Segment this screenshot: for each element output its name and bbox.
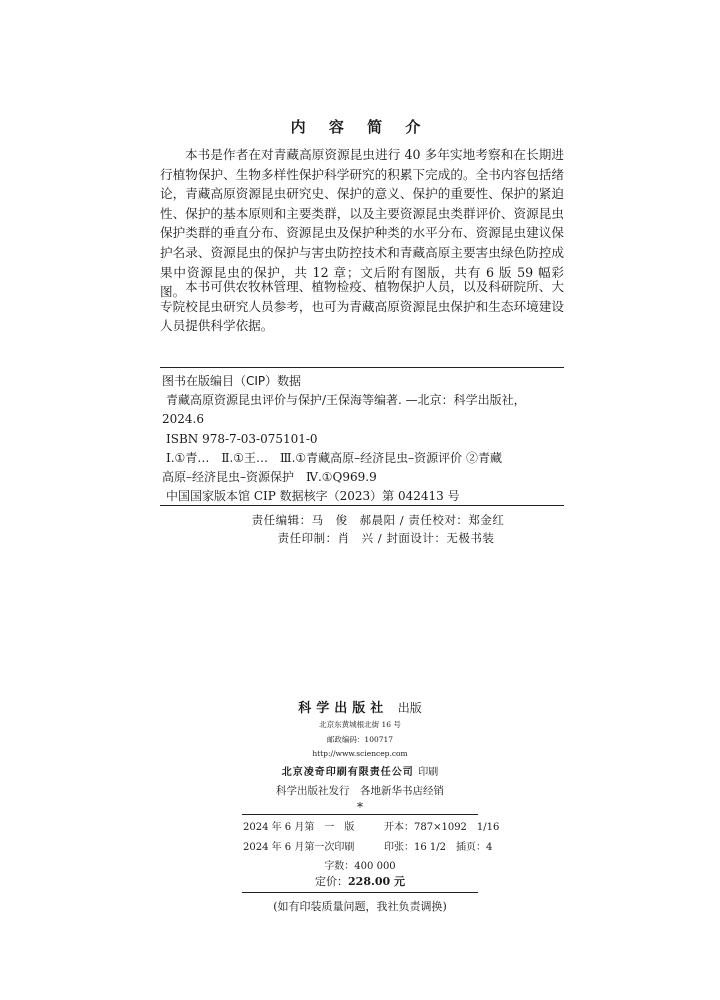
printer-name [0, 763, 720, 778]
printing-line: 2024 年 6 月第一次印刷 [243, 842, 355, 853]
cip-date-line: 2024.6 [162, 412, 204, 427]
edition-line: 2024 年 6 月第 一 版 [243, 822, 355, 833]
price-value: 228.00 元 [348, 875, 405, 888]
imprint-top-rule [242, 814, 478, 815]
word-count: 字数：400 000 [324, 861, 396, 872]
printer-suffix: 印刷 [418, 767, 439, 778]
cip-heading: 图书在版编目（CIP）数据 [162, 374, 302, 388]
format-line: 开本：787×1092 1/16 [384, 822, 500, 833]
summary-paragraph-1: 本书是作者在对青藏高原资源昆虫进行 40 多年实地考察和在长期进行植物保护、生物多样性保护科学研究的积累下完成的。全书内容包括绪论，青藏高原资源昆虫研究史、保护的意义、保护的重要性、保护的紧迫性、保护的基本原则和主要类群，以及主要资源昆虫类群评价、资源昆虫保护类群的垂直分布、资源昆虫及保护种类的水平分布、资源昆虫建议保护名录、资源昆虫的保护与害虫防控技术和青藏高原主要害虫绿色防控成果中资源昆虫的保护，共 12 章；文后附有图版，共有 6 版 59 幅彩图。 [160, 147, 564, 300]
printer-logotype: 北京凌奇印刷有限责任公司 [281, 767, 414, 778]
cip-subject-line-1: Ⅰ.①青… Ⅱ.①王… Ⅲ.①青藏高原–经济昆虫–资源评价 ②青藏 [166, 450, 503, 465]
cip-title-line: 青藏高原资源昆虫评价与保护/王保海等编著. —北京：科学出版社， [166, 393, 526, 407]
price-label: 定价： [315, 875, 349, 888]
publisher-zip: 邮政编码：100717 [326, 735, 394, 744]
cip-bottom-rule [160, 505, 564, 506]
cip-top-rule [160, 367, 564, 368]
cip-isbn-line: ISBN 978-7-03-075101-0 [166, 431, 318, 446]
summary-paragraph-2: 本书可供农牧林管理、植物检疫、植物保护人员，以及科研院所、大专院校昆虫研究人员参考，也可为青藏高原资源昆虫保护和生态环境建设人员提供科学依据。 [160, 279, 564, 334]
sheets-line: 印张：16 1/2 插页：4 [384, 842, 493, 853]
section-title: 内 容 简 介 [290, 118, 430, 136]
publisher-name [0, 697, 720, 716]
publisher-suffix: 出版 [397, 701, 422, 715]
credits-production: 责任印制：肖 兴 / 封面设计：无极书装 [277, 531, 495, 545]
separator-star: * [357, 800, 363, 814]
publisher-url: http://www.sciencep.com [312, 749, 408, 758]
distribution-line: 科学出版社发行 各地新华书店经销 [276, 785, 444, 797]
imprint-bottom-rule [242, 892, 478, 893]
quality-notice: (如有印装质量问题，我社负责调换) [273, 900, 447, 913]
credits-editors: 责任编辑：马 俊 郝晨阳 / 责任校对：郑金红 [251, 513, 505, 527]
price-line [0, 873, 720, 889]
cip-record [162, 391, 562, 507]
cip-number-line: 中国国家版本馆 CIP 数据核字（2023）第 042413 号 [166, 489, 460, 504]
publisher-logotype: 科学出版社 [298, 701, 389, 716]
cip-subject-line-2: 高原–经济昆虫–资源保护 Ⅳ.①Q969.9 [162, 470, 377, 485]
publisher-address: 北京东黄城根北街 16 号 [319, 720, 401, 729]
